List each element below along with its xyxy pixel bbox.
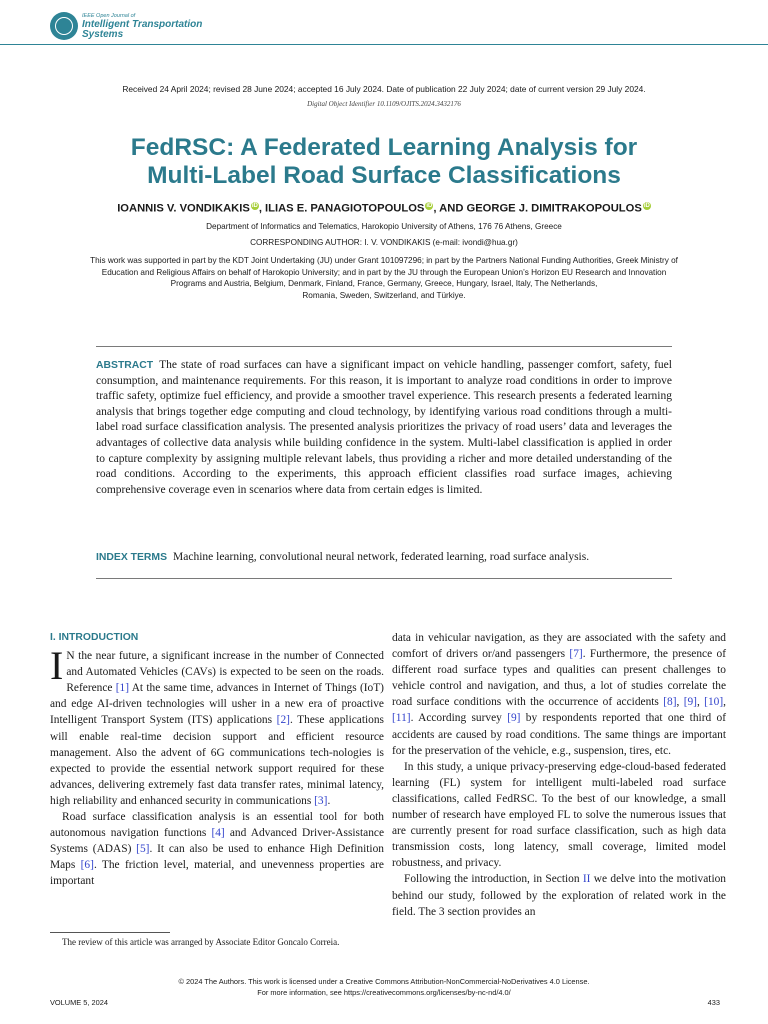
- publication-dates: Received 24 April 2024; revised 28 June 2024; accepted 16 July 2024. Date of publication 22 July 2024; date of current version 29 July 2024.: [122, 84, 646, 94]
- abstract-top-rule: [96, 346, 672, 347]
- body-column-right: [392, 630, 726, 920]
- journal-name: [82, 20, 202, 40]
- citation-link[interactable]: [9]: [507, 712, 521, 725]
- funding-line-3: Programs and Austria, Belgium, Denmark, Finland, France, Germany, Greece, Hungary, Israel, Italy, The Netherlands,: [170, 279, 598, 288]
- title-line-2: Multi-Label Road Surface Classifications: [147, 162, 621, 189]
- index-terms: [96, 550, 672, 565]
- text-run: . It can also be used to enhance High Definition Maps: [50, 843, 384, 872]
- author-3: , AND GEORGE J. DIMITRAKOPOULOS: [433, 202, 642, 215]
- text-run: . According survey: [410, 712, 508, 725]
- citation-link[interactable]: [2]: [276, 714, 290, 727]
- affiliation: Department of Informatics and Telematics, Harokopio University of Athens, 176 76 Athens, Greece: [206, 222, 562, 231]
- journal-name-line2: Systems: [82, 29, 124, 40]
- text-run: we delve into the motivation behind our study, followed by the exploration of related work in the field. The 3 section provides an: [392, 873, 726, 918]
- text-run: ,: [723, 696, 727, 709]
- citation-link[interactable]: [5]: [136, 843, 150, 856]
- license-notice: [0, 976, 768, 998]
- section-heading: I. INTRODUCTION: [50, 632, 139, 643]
- drop-cap: I: [50, 643, 64, 689]
- text-run: . Furthermore, the presence of different road surface types and qualities can present challenges to vehicle control and navigation, and thus, a lot of studies correlate the road surface conditions with the occurrence of accidents: [392, 648, 726, 709]
- paragraph: [50, 809, 384, 889]
- citation-link[interactable]: [10]: [704, 696, 724, 709]
- funding-line-4: Romania, Sweden, Switzerland, and Türkiye.: [302, 290, 466, 300]
- abstract-bottom-rule: [96, 578, 672, 579]
- license-line-1: © 2024 The Authors. This work is licensed under a Creative Commons Attribution-NonCommercial-NoDerivatives 4.0 License.: [178, 977, 590, 986]
- corresponding-author: CORRESPONDING AUTHOR: I. V. VONDIKAKIS (e-mail: ivondi@hua.gr): [250, 238, 518, 247]
- citation-link[interactable]: [11]: [392, 712, 411, 725]
- text-run: ,: [676, 696, 684, 709]
- text-run: Following the introduction, in Section: [404, 873, 583, 886]
- abstract-label: ABSTRACT: [96, 360, 154, 371]
- text-run: At the same time, advances in Internet of Things (IoT) and edge AI-driven technologies will usher in a new era of proactive Intelligent Transport System (ITS) applications: [50, 682, 384, 727]
- funding-line-2: Education and Religious Affairs on behalf of Harokopio University; and in part by the JU through the European Union’s Horizon EU Research and Innovation: [101, 267, 667, 277]
- journal-name-line1: Intelligent Transportation: [82, 19, 203, 30]
- text-run: and Advanced Driver-Assistance Systems (ADAS): [50, 827, 385, 856]
- text-run: . The friction level, material, and unevenness properties are important: [50, 859, 384, 888]
- funding-statement: [44, 255, 724, 301]
- paragraph: [392, 630, 726, 759]
- text-run: N the near future, a significant increase in the number of Connected and Automated Vehicles (CAVs) is expected to be seen on the roads. Reference: [66, 650, 384, 695]
- text-run: by respondents reported that one third of accidents are caused by road conditions. The same things are important for the preservation of the vehicle, e.g., suspension, tires, etc.: [392, 712, 726, 757]
- footnote: [50, 936, 384, 948]
- volume-info: VOLUME 5, 2024: [50, 998, 108, 1007]
- page-number: 433: [707, 998, 720, 1007]
- text-run: Road surface classification analysis is an essential tool for both autonomous navigation functions: [50, 811, 384, 840]
- paragraph: In this study, a unique privacy-preserving edge-cloud-based federated learning (FL) system for intelligent multi-labeled road surface classifications, called FedRSC. To the best of our knowledge, a small number of research have employed FL to solve the numerous issues that are currently present for road surface classification, such as high data transmission costs, long latency, small coverage, limited model robustness, and privacy.: [392, 760, 726, 870]
- journal-small-title: IEEE Open Journal of: [82, 13, 136, 19]
- text-run: ,: [696, 696, 705, 709]
- text-run: data in vehicular navigation, as they are associated with the safety and comfort of drivers or/and passengers: [392, 632, 726, 661]
- footnote-rule: [50, 932, 170, 933]
- journal-logo-icon: [50, 12, 78, 40]
- citation-link[interactable]: [4]: [211, 827, 225, 840]
- orcid-icon[interactable]: iD: [643, 203, 650, 209]
- paragraph: [392, 871, 726, 919]
- orcid-icon[interactable]: iD: [426, 203, 433, 209]
- index-terms-text: Machine learning, convolutional neural network, federated learning, road surface analysis.: [173, 551, 590, 563]
- citation-link[interactable]: [3]: [314, 794, 328, 807]
- text-run: . These applications will enable real-time decision support and efficient resource management. Also the advent of 6G communications tech-nologies is expected to provide the essential network support required for these advances, delivering extremely fast data transfer rates, minimal latency, high reliability and enhanced security in communications: [50, 714, 384, 807]
- citation-link[interactable]: [8]: [663, 696, 677, 709]
- footnote-text: The review of this article was arranged by Associate Editor Goncalo Correia.: [62, 937, 340, 947]
- doi[interactable]: Digital Object Identifier 10.1109/OJITS.2024.3432176: [307, 100, 461, 108]
- paper-title: [40, 134, 728, 190]
- citation-link[interactable]: [7]: [569, 648, 583, 661]
- section-link[interactable]: II: [582, 873, 591, 886]
- abstract-text: The state of road surfaces can have a significant impact on vehicle handling, passenger comfort, safety, fuel consumption, and maintenance requirements. For this reason, it is important to analyze road conditions in order to improve traffic safety, optimize fuel efficiency, and provide a smoother travel experience. This research presents a federated learning analysis that brings together edge computing and cloud technology, by identifying various road conditions through a multi-label road surface classification analysis. The presented analysis prioritizes the privacy of road users’ data and leverages the advantages of collective data analysis while building confidence in the system. Multi-label classification is applied in order to capture complexity by assigning multiple relevant labels, thus providing a richer and more detailed understanding of the road conditions. According to the experiments, this approach efficient classifies road surface images, achieving comprehensive coverage even in scenarios where data from certain edges is limited.: [96, 359, 672, 496]
- author-list: [0, 202, 768, 215]
- citation-link[interactable]: [9]: [683, 696, 697, 709]
- index-terms-label: INDEX TERMS: [96, 552, 168, 563]
- funding-line-1: This work was supported in part by the KDT Joint Undertaking (JU) under Grant 101097296; in part by the Partners National Funding Authorities, Greek Ministry of: [90, 256, 678, 265]
- citation-link[interactable]: [1]: [115, 682, 130, 695]
- author-2: , ILIAS E. PANAGIOTOPOULOS: [258, 202, 425, 215]
- abstract: [96, 358, 672, 498]
- paragraph: [50, 643, 384, 809]
- orcid-icon[interactable]: iD: [251, 203, 258, 209]
- text-run: .: [327, 794, 331, 807]
- body-column-left: [50, 630, 384, 890]
- author-1: IOANNIS V. VONDIKAKIS: [117, 202, 250, 215]
- header-divider: [0, 44, 768, 45]
- title-line-1: FedRSC: A Federated Learning Analysis for: [130, 134, 638, 161]
- citation-link[interactable]: [6]: [80, 859, 94, 872]
- license-line-2[interactable]: For more information, see https://creativecommons.org/licenses/by-nc-nd/4.0/: [257, 988, 511, 997]
